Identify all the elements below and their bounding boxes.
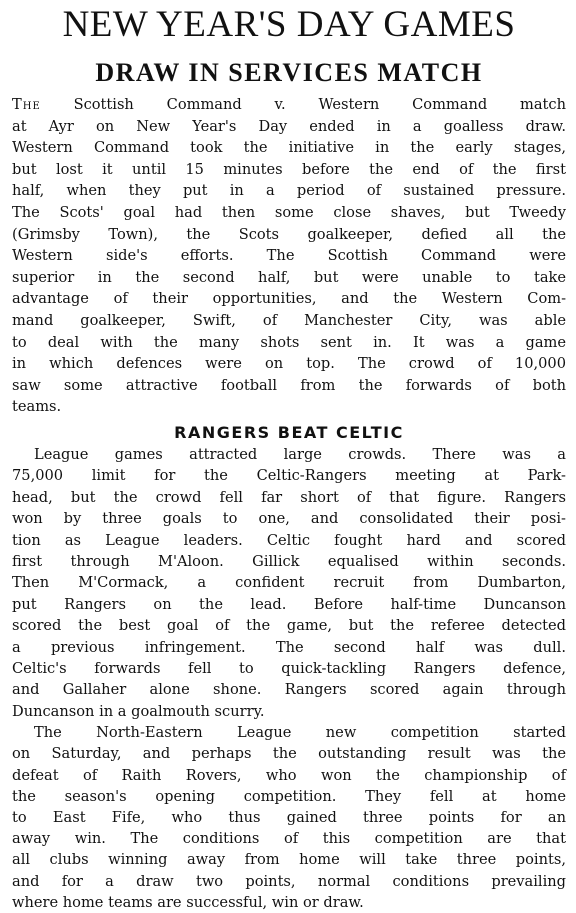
text-line: Duncanson in a goalmouth scurry. — [12, 702, 265, 720]
text-line: saw some attractive football from the forwards of both — [12, 376, 566, 394]
text-line: (Grimsby Town), the Scots goalkeeper, defied all the — [12, 225, 566, 243]
text-line: teams. — [12, 398, 62, 416]
text-line: scored the best goal of the game, but the referee detected — [12, 617, 566, 635]
text-line: and Gallaher alone shone. Rangers scored again through — [12, 681, 566, 699]
text-line: League games attracted large crowds. There was a — [34, 445, 566, 463]
text-line: Celtic's forwards fell to quick-tackling Rangers defence, — [12, 659, 566, 677]
text-line: The North-Eastern League new competition started — [34, 724, 566, 742]
text-line: mand goalkeeper, Swift, of Manchester City, was able — [12, 311, 566, 329]
text-line: The Scots' goal had then some close shaves, but Tweedy — [12, 203, 566, 221]
text-line: where home teams are successful, win or draw. — [12, 893, 364, 911]
subheadline: DRAW IN SERVICES MATCH — [95, 58, 483, 87]
text-line: advantage of their opportunities, and the Western Com- — [12, 290, 566, 308]
text-line: tion as League leaders. Celtic fought hard and scored — [12, 531, 566, 549]
text-line: the season's opening competition. They fell at home — [12, 787, 566, 805]
paragraph-rangers-celtic — [12, 444, 566, 722]
text-line: won by three goals to one, and consolidated their posi- — [12, 510, 566, 528]
text-line: to deal with the many shots sent in. It was a game — [12, 333, 566, 351]
text-line: at Ayr on New Year's Day ended in a goalless draw. — [12, 117, 566, 135]
text-line: 75,000 limit for the Celtic-Rangers meeting at Park- — [12, 467, 566, 485]
text-line: away win. The conditions of this competition are that — [12, 830, 566, 848]
text-line: Western side's efforts. The Scottish Command were — [12, 247, 566, 265]
text-line: but lost it until 15 minutes before the end of the first — [12, 160, 566, 178]
text-line: and for a draw two points, normal conditions prevailing — [12, 872, 566, 890]
paragraph-services-match — [12, 94, 566, 418]
headline: NEW YEAR'S DAY GAMES — [62, 4, 516, 45]
text-line: in which defences were on top. The crowd of 10,000 — [12, 355, 566, 373]
paragraph-north-eastern-league — [12, 722, 566, 913]
text-line: The Scottish Command v. Western Command match — [12, 96, 566, 113]
text-line: head, but the crowd fell far short of that figure. Rangers — [12, 488, 566, 506]
text-line: to East Fife, who thus gained three points for an — [12, 809, 566, 826]
text-line: all clubs winning away from home will take three points, — [12, 851, 566, 869]
text-line: on Saturday, and perhaps the outstanding result was the — [12, 745, 566, 763]
text-line: defeat of Raith Rovers, who won the championship of — [12, 766, 566, 784]
section-heading: RANGERS BEAT CELTIC — [174, 422, 404, 442]
text-line: put Rangers on the lead. Before half-time Duncanson — [12, 595, 566, 613]
lead-word: The — [12, 96, 41, 113]
text-line: superior in the second half, but were unable to take — [12, 268, 566, 286]
text-line: half, when they put in a period of sustained pressure. — [12, 182, 566, 200]
text-line: Then M'Cormack, a confident recruit from Dumbarton, — [12, 574, 566, 592]
text-line: first through M'Aloon. Gillick equalised within seconds. — [12, 552, 566, 570]
text-line: a previous infringement. The second half was dull. — [12, 638, 566, 656]
text-line: Western Command took the initiative in the early stages, — [12, 139, 566, 157]
